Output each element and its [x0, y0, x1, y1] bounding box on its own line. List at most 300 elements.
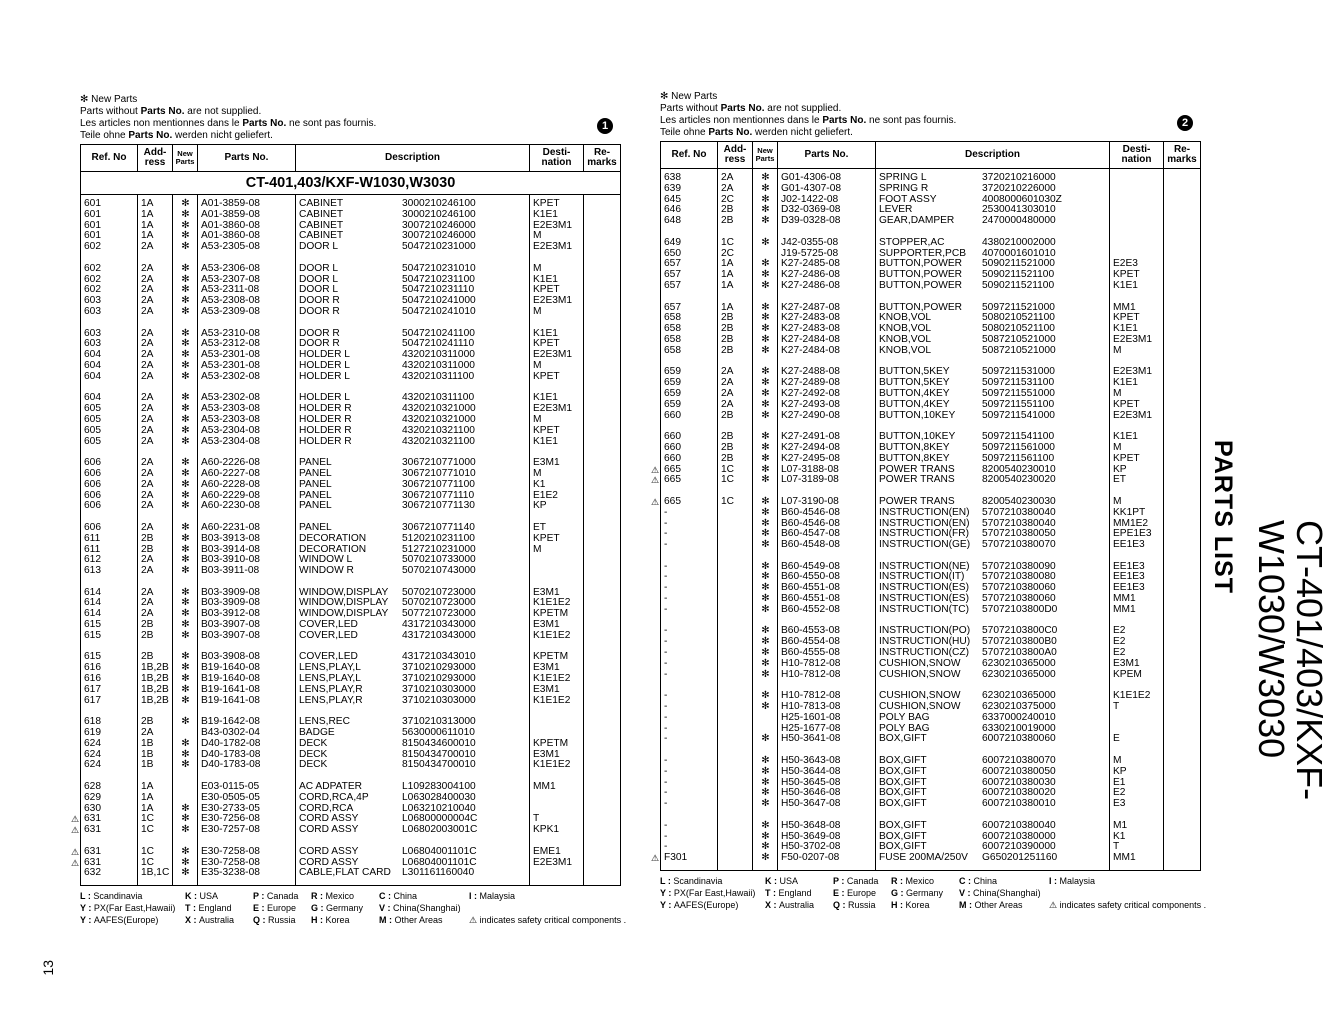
- table-row: [661, 195, 1200, 206]
- table-header: [661, 142, 1200, 169]
- address: 2B: [141, 651, 154, 663]
- description-code: 3710210303000: [402, 683, 476, 695]
- description-code: 3067210771100: [402, 478, 475, 490]
- description-code: 4320210311100: [402, 392, 475, 404]
- description: BOX,GIFT: [879, 787, 927, 799]
- address: [718, 583, 753, 594]
- address: [718, 853, 753, 864]
- description: INSTRUCTION(HU): [879, 636, 971, 648]
- description-code: 6007210390000: [982, 841, 1056, 853]
- ref-no: 630: [84, 802, 101, 814]
- ref-no: 660: [664, 441, 681, 453]
- destination: K1E1E2: [533, 629, 571, 641]
- table-row: [81, 566, 620, 577]
- description-code: 5097211551100: [982, 398, 1055, 410]
- new-parts-mark: ✻: [761, 657, 770, 669]
- description-code: 5047210241100: [402, 327, 475, 339]
- ref-no: 615: [84, 651, 101, 663]
- remarks: [584, 663, 620, 674]
- parts-no: K27-2493-08: [781, 398, 840, 410]
- remarks: [1164, 303, 1200, 314]
- address: 2A: [141, 597, 154, 609]
- notes-block: [660, 91, 1201, 141]
- table-row: [661, 281, 1200, 292]
- description-code: L109283004100: [402, 781, 476, 793]
- destination: KP: [533, 500, 547, 512]
- note-text: ne sont pas fournis.: [286, 118, 377, 129]
- legend-item: [959, 875, 1049, 887]
- destination: ET: [1113, 474, 1127, 486]
- legend-code: E :: [253, 903, 268, 914]
- legend-item: [311, 914, 379, 926]
- ref-no: 613: [84, 565, 101, 577]
- remarks: [584, 620, 620, 631]
- destination: KP: [1113, 463, 1127, 475]
- parts-no: B60-4555-08: [781, 647, 840, 659]
- destination: KPET: [533, 338, 560, 350]
- ref-no: 601: [84, 208, 101, 220]
- legend-row: [80, 902, 650, 914]
- description-code: 5070210723000: [402, 586, 476, 598]
- new-parts-mark: ✻: [181, 629, 190, 641]
- parts-no: A53-2304-08: [201, 435, 260, 447]
- header-new-parts: New Parts: [173, 145, 198, 171]
- table-row: [81, 437, 620, 448]
- destination: [1110, 713, 1164, 724]
- parts-no: D40-1783-08: [201, 759, 261, 771]
- description-code: 6230210365000: [982, 690, 1056, 702]
- address: [718, 756, 753, 767]
- ref-no: 660: [664, 452, 681, 464]
- new-parts-mark: ✻: [761, 765, 770, 777]
- destination: E3M1: [533, 748, 560, 760]
- address: 2A: [141, 349, 154, 361]
- new-parts-mark: ✻: [181, 241, 190, 253]
- ref-no: 624: [84, 737, 101, 749]
- legend-region: Russia: [848, 900, 876, 910]
- legend-code: V :: [379, 903, 394, 914]
- description: INSTRUCTION(EN): [879, 506, 970, 518]
- new-parts-mark: ✻: [181, 273, 190, 285]
- legend-item: [379, 914, 469, 926]
- table-row: [81, 307, 620, 318]
- description: HOLDER L: [299, 370, 350, 382]
- address: [718, 519, 753, 530]
- new-parts-mark: ✻: [181, 327, 190, 339]
- row-gap: [661, 292, 1200, 303]
- parts-no: D39-0328-08: [781, 215, 841, 227]
- parts-no: A01-3859-08: [201, 208, 260, 220]
- description-code: 57072103800C0: [982, 625, 1058, 637]
- address: 1A: [721, 258, 734, 270]
- parts-no: A60-2230-08: [201, 500, 260, 512]
- destination: E3M1: [533, 586, 560, 598]
- page-marker: 2: [1177, 115, 1193, 131]
- destination: E2E3M1: [1113, 409, 1153, 421]
- description-code: 57072103800A0: [982, 647, 1057, 659]
- parts-no: B19-1640-08: [201, 673, 260, 685]
- safety-warning-icon: ⚠: [71, 825, 80, 836]
- legend-region: China(Shanghai): [393, 903, 461, 914]
- description-code: 5080210521100: [982, 312, 1055, 324]
- address: 2B: [721, 431, 734, 443]
- remarks: [584, 350, 620, 361]
- new-parts-mark: ✻: [761, 625, 770, 637]
- destination: KPK1: [533, 824, 560, 836]
- parts-no: H10-7812-08: [781, 668, 841, 680]
- description: BOX,GIFT: [879, 819, 927, 831]
- new-parts-mark: ✻: [181, 349, 190, 361]
- legend-item: [959, 899, 1049, 911]
- destination: E2E3M1: [533, 295, 573, 307]
- legend-item: [80, 890, 185, 902]
- address: [718, 529, 753, 540]
- address: 2B: [721, 452, 734, 464]
- new-parts-mark: ✻: [761, 387, 770, 399]
- address: [718, 788, 753, 799]
- table-row: [81, 868, 620, 879]
- legend-region: Scandinavia: [673, 876, 723, 886]
- description-code: 5080210521100: [982, 323, 1055, 335]
- description-code: 6230210375000: [982, 701, 1056, 713]
- address: 2A: [721, 172, 734, 183]
- address: 2A: [721, 398, 734, 410]
- parts-table: [71, 144, 621, 886]
- ref-no: 602: [84, 284, 101, 296]
- destination: EPE1E3: [1113, 528, 1152, 540]
- description-code: 3067210771000: [402, 457, 476, 469]
- table-row: [661, 400, 1200, 411]
- address: 1A: [721, 301, 734, 313]
- note-text: ne sont pas fournis.: [866, 115, 957, 126]
- table-row: [81, 696, 620, 707]
- address: [718, 821, 753, 832]
- header-new-parts: New Parts: [753, 142, 778, 168]
- description: INSTRUCTION(EN): [879, 517, 970, 529]
- ref-no: 602: [84, 241, 101, 253]
- address: [718, 799, 753, 810]
- ref-no: 649: [664, 236, 681, 248]
- table-row: [661, 454, 1200, 465]
- ref-no: 606: [84, 489, 101, 501]
- remarks: [584, 804, 620, 815]
- new-parts-mark: ✻: [761, 819, 770, 831]
- ref-no: 631: [84, 824, 101, 836]
- ref-no: 660: [664, 431, 681, 443]
- address: [718, 594, 753, 605]
- remarks: [584, 480, 620, 491]
- description: DECK: [299, 737, 328, 749]
- address: 2B: [141, 543, 154, 555]
- new-parts-mark: ✻: [761, 377, 770, 389]
- parts-no: H50-3702-08: [781, 841, 841, 853]
- parts-no: A53-2302-08: [201, 392, 260, 404]
- header-parts-no: Parts No.: [198, 145, 296, 171]
- address: 1A: [721, 279, 734, 291]
- description-code: 2470000480000: [982, 215, 1056, 227]
- description-code: 5097211541000: [982, 409, 1055, 421]
- note-bold: Parts No.: [140, 106, 185, 117]
- description: CUSHION,SNOW: [879, 668, 961, 680]
- description: COVER,LED: [299, 619, 358, 631]
- legend-code: R :: [891, 876, 906, 886]
- description: GEAR,DAMPER: [879, 215, 955, 227]
- address: 1C: [721, 463, 735, 475]
- table-row: [651, 474, 1200, 486]
- parts-no: A53-2303-08: [201, 413, 260, 425]
- ref-no: 628: [84, 781, 101, 793]
- parts-no: B19-1641-08: [201, 683, 260, 695]
- legend-item: [660, 887, 765, 899]
- destination: [530, 868, 584, 879]
- ref-no: 617: [84, 683, 101, 695]
- remarks: [584, 199, 620, 210]
- address: 2A: [141, 565, 154, 577]
- destination: M: [533, 543, 542, 555]
- new-parts-mark: ✻: [761, 647, 770, 659]
- address: [718, 702, 753, 713]
- address: 1B: [141, 759, 154, 771]
- address: [718, 648, 753, 659]
- destination: MM1: [1113, 593, 1136, 605]
- parts-no: B60-4548-08: [781, 539, 840, 551]
- table-row: [651, 852, 1200, 864]
- remarks: [1164, 389, 1200, 400]
- safety-warning-icon: ⚠: [651, 853, 660, 864]
- legend-region: USA: [199, 891, 219, 902]
- ref-no: -: [664, 571, 668, 583]
- description-code: 6007210380050: [982, 765, 1056, 777]
- address: 2B: [141, 716, 154, 728]
- remarks: [1164, 281, 1200, 292]
- legend-code: P :: [253, 891, 267, 902]
- address: 2A: [141, 359, 154, 371]
- new-parts-mark: ✻: [761, 323, 770, 335]
- address: [718, 540, 753, 551]
- notes-block: [80, 94, 621, 144]
- ref-no: 665: [664, 463, 681, 475]
- address: 2A: [141, 478, 154, 490]
- remarks: [584, 491, 620, 502]
- table-row: [661, 821, 1200, 832]
- ref-no: -: [664, 798, 668, 810]
- ref-no: 603: [84, 295, 101, 307]
- description: BUTTON,8KEY: [879, 441, 950, 453]
- header-description: Description: [296, 145, 530, 171]
- description: CUSHION,SNOW: [879, 657, 961, 669]
- description: BOX,GIFT: [879, 755, 927, 767]
- description: KNOB,VOL: [879, 333, 932, 345]
- note-bold: Parts No.: [242, 118, 287, 129]
- ref-no: 603: [84, 338, 101, 350]
- note-text: Parts without: [80, 106, 141, 117]
- destination: M1: [1113, 819, 1128, 831]
- address: 2A: [141, 305, 154, 317]
- description: DOOR L: [299, 262, 339, 274]
- legend-region: Germany: [326, 903, 364, 914]
- new-parts-mark: ✻: [761, 830, 770, 842]
- legend-region: Other Areas: [974, 900, 1023, 910]
- address: 2A: [141, 424, 154, 436]
- legend-region: USA: [779, 876, 799, 886]
- address: 2A: [141, 284, 154, 296]
- table-row: [661, 734, 1200, 745]
- address: 2A: [141, 489, 154, 501]
- description: WINDOW,DISPLAY: [299, 586, 389, 598]
- table-row: [81, 631, 620, 642]
- legend-item: [833, 875, 891, 887]
- description-code: 4320210321100: [402, 435, 475, 447]
- ref-no: 602: [84, 273, 101, 285]
- legend-region: Other Areas: [394, 915, 443, 926]
- destination: E3: [1113, 798, 1126, 810]
- address: 1B,2B: [141, 673, 169, 685]
- description-code: 5127210231000: [402, 543, 476, 555]
- parts-no: A01-3859-08: [201, 198, 260, 209]
- description-code: L06804001101C: [402, 845, 477, 857]
- new-parts-mark: ✻: [761, 398, 770, 410]
- legend-code: M :: [379, 915, 395, 926]
- description: SPRING R: [879, 182, 929, 194]
- destination: E3M1: [533, 619, 560, 631]
- parts-no: K27-2490-08: [781, 409, 840, 421]
- remarks: [584, 674, 620, 685]
- address: 2A: [141, 370, 154, 382]
- description-code: 6230210365000: [982, 668, 1056, 680]
- table-row: [661, 216, 1200, 227]
- remarks: [584, 329, 620, 340]
- parts-no: K27-2485-08: [781, 258, 840, 270]
- address: 2C: [721, 247, 735, 259]
- description-code: L063210210040: [402, 802, 476, 814]
- ref-no: 658: [664, 344, 681, 356]
- address: 2A: [141, 608, 154, 620]
- description: LENS,REC: [299, 716, 350, 728]
- legend-warning: ⚠ indicates safety critical components .: [1049, 900, 1207, 910]
- destination: K1E1E2: [533, 759, 571, 771]
- destination: E2E3: [1113, 258, 1138, 270]
- address: 2A: [141, 338, 154, 350]
- parts-no: H50-3645-08: [781, 776, 841, 788]
- address: 1C: [141, 856, 155, 868]
- new-parts-mark: ✻: [761, 204, 770, 216]
- destination: KPET: [533, 198, 560, 209]
- new-parts-mark: ✻: [761, 312, 770, 324]
- parts-no: A53-2304-08: [201, 424, 260, 436]
- header-destination: Desti- nation: [530, 145, 584, 171]
- new-parts-mark: ✻: [181, 392, 190, 404]
- destination: MM1: [1113, 301, 1136, 313]
- destination: KPET: [1113, 452, 1140, 464]
- legend-region: Malaysia: [1059, 876, 1096, 886]
- ref-no: -: [664, 517, 668, 529]
- description-code: 5630000611010: [402, 727, 475, 739]
- parts-no: D32-0369-08: [781, 204, 841, 216]
- parts-list-page-2: [651, 91, 1207, 911]
- note-text: werden nicht geliefert.: [172, 130, 273, 141]
- parts-no: E30-7258-08: [201, 845, 260, 857]
- ref-no: -: [664, 711, 668, 723]
- parts-no: B60-4550-08: [781, 571, 840, 583]
- description-code: 8150434700010: [402, 748, 476, 760]
- ref-no: -: [664, 603, 668, 615]
- new-parts-mark: ✻: [181, 586, 190, 598]
- address: 2A: [141, 727, 154, 739]
- note-bold: Parts No.: [128, 130, 173, 141]
- safety-warning-icon: ⚠: [71, 814, 80, 825]
- remarks: [1164, 184, 1200, 195]
- parts-no: B03-3911-08: [201, 565, 260, 577]
- description: INSTRUCTION(CZ): [879, 647, 969, 659]
- parts-no: H10-7813-08: [781, 701, 841, 713]
- new-parts-mark: ✻: [181, 554, 190, 566]
- table-row: [81, 760, 620, 771]
- description-code: 3067210771130: [402, 500, 475, 512]
- remarks: [584, 631, 620, 642]
- description: DOOR L: [299, 284, 339, 296]
- ref-no: 604: [84, 370, 101, 382]
- destination: K1E1: [1113, 279, 1138, 291]
- parts-no: A53-2302-08: [201, 370, 260, 382]
- description-code: 6007210380010: [982, 798, 1056, 810]
- description-code: 5047210231000: [402, 241, 476, 253]
- ref-no: 650: [664, 247, 681, 259]
- parts-no: B19-1642-08: [201, 716, 260, 728]
- remarks: [584, 793, 620, 804]
- parts-no: B03-3910-08: [201, 554, 260, 566]
- ref-no: -: [664, 539, 668, 551]
- address: 1B: [141, 748, 154, 760]
- parts-no: E30-2733-05: [201, 802, 260, 814]
- address: 2B: [721, 215, 734, 227]
- legend-item: [891, 875, 959, 887]
- address: 2B: [721, 409, 734, 421]
- parts-no: A53-2303-08: [201, 403, 260, 415]
- description: BOX,GIFT: [879, 841, 927, 853]
- table-row: [661, 799, 1200, 810]
- address: 2A: [721, 182, 734, 194]
- legend-item: [1049, 875, 1129, 887]
- remarks: [584, 696, 620, 707]
- legend-row: [660, 875, 1230, 887]
- new-parts-mark: ✻: [181, 597, 190, 609]
- destination: K1E1: [533, 273, 558, 285]
- description: WINDOW,DISPLAY: [299, 597, 389, 609]
- ref-no: 646: [664, 204, 681, 216]
- parts-no: G01-4306-08: [781, 172, 842, 183]
- address: 1B,2B: [141, 694, 169, 706]
- parts-no: D40-1782-08: [201, 737, 261, 749]
- destination: M: [533, 467, 542, 479]
- ref-no: 601: [84, 219, 101, 231]
- remarks: [584, 242, 620, 253]
- legend-region: AAFES(Europe): [673, 900, 739, 910]
- destination: KPET: [533, 370, 560, 382]
- ref-no: 606: [84, 457, 101, 469]
- remarks: [584, 458, 620, 469]
- description: INSTRUCTION(GE): [879, 539, 971, 551]
- table-row: [661, 713, 1200, 724]
- legend-region: Europe: [267, 903, 297, 914]
- parts-no: B03-3908-08: [201, 651, 260, 663]
- destination: KPETM: [533, 651, 569, 663]
- legend-code: H :: [311, 915, 326, 926]
- note-bold: Parts No.: [720, 103, 765, 114]
- legend-code: C :: [379, 891, 394, 902]
- table-body: [71, 195, 620, 885]
- new-parts-mark: ✻: [761, 841, 770, 853]
- description-code: 4008000601030Z: [982, 193, 1062, 205]
